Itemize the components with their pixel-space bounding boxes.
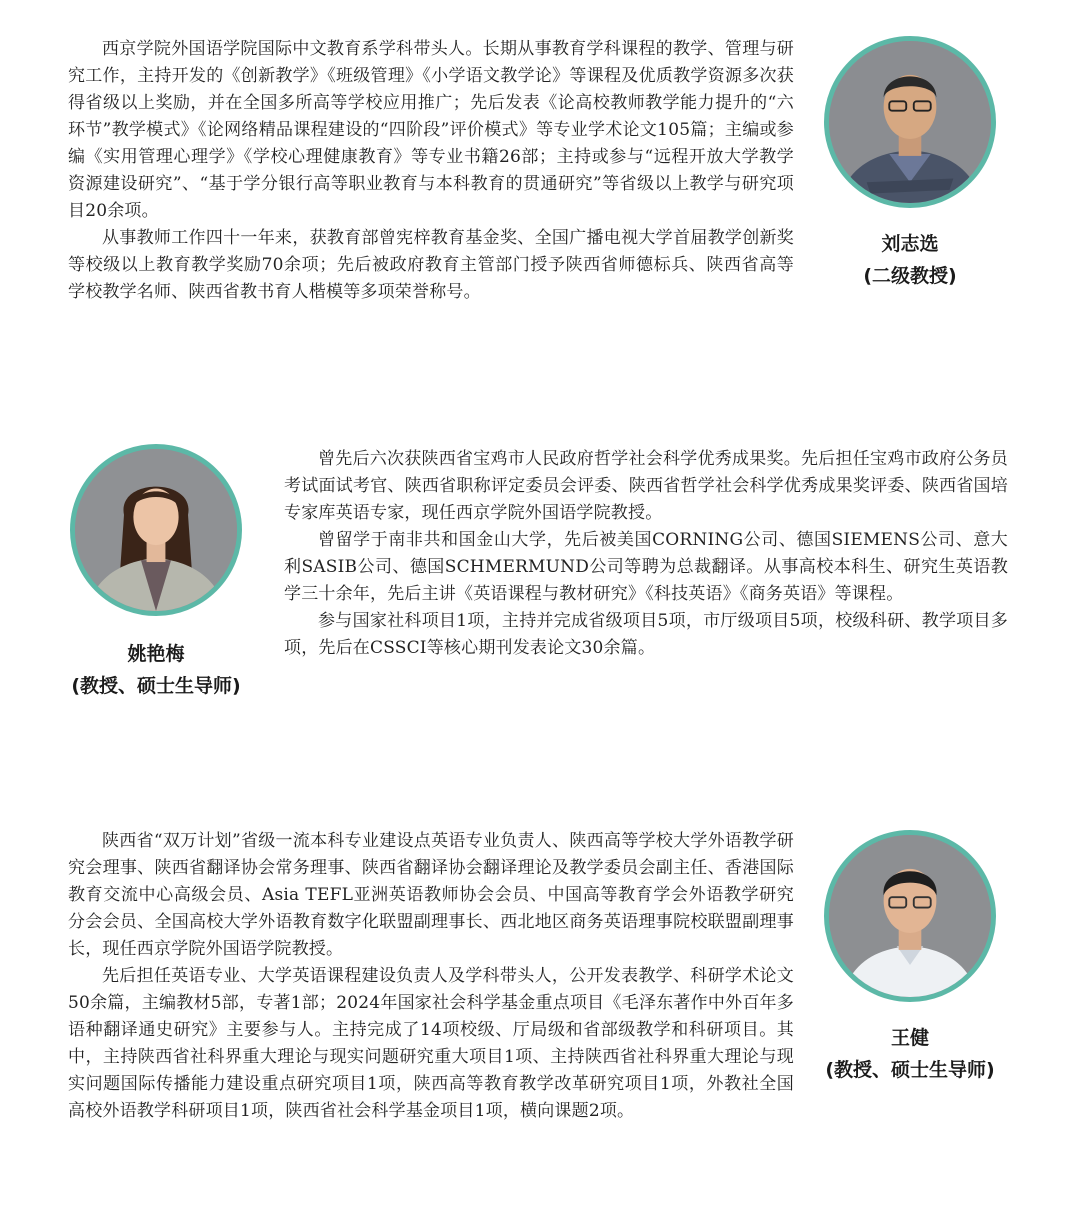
- bio-paragraph: 曾留学于南非共和国金山大学，先后被美国CORNING公司、德国SIEMENS公司、意大利SASIB公司、德国SCHMERMUND公司等聘为总裁翻译。从事高校本科生、研究生英语教学三十余年，先后主讲《英语课程与教材研究》《科技英语》《商务英语》等课程。: [284, 530, 1008, 604]
- bio-paragraph: 参与国家社科项目1项，主持并完成省级项目5项，市厅级项目5项，校级科研、教学项目多项，先后在CSSCI等核心期刊发表论文30余篇。: [284, 611, 1008, 658]
- bio-paragraph: 陕西省“双万计划”省级一流本科专业建设点英语专业负责人、陕西高等学校大学外语教学研究会理事、陕西省翻译协会常务理事、陕西省翻译协会翻译理论及教学委员会副主任、香港国际教育交流中心高级会员、Asia TEFL亚洲英语教师协会会员、中国高等教育学会外语教学研究分会会员、全国高校大学外语教育数字化联盟副理事长、西北地区商务英语理事院校联盟副理事长，现任西京学院外国语学院教授。: [68, 831, 794, 959]
- avatar: [824, 830, 996, 1002]
- bio-text: [284, 446, 1008, 662]
- bio-paragraph: 西京学院外国语学院国际中文教育系学科带头人。长期从事教育学科课程的教学、管理与研究工作，主持开发的《创新教学》《班级管理》《小学语文教学论》等课程及优质教学资源多次获得省级以上奖励，并在全国多所高等学校应用推广；先后发表《论高校教师教学能力提升的“六环节”教学模式》《论网络精品课程建设的“四阶段”评价模式》等专业学术论文105篇；主编或参编《实用管理心理学》《学校心理健康教育》等专业书籍26部；主持或参与“远程开放大学教学资源建设研究”、“基于学分银行高等职业教育与本科教育的贯通研究”等省级以上教学与研究项目20余项。: [68, 39, 794, 221]
- avatar: [824, 36, 996, 208]
- person-title: (二级教授): [863, 265, 957, 287]
- bio-paragraph: 曾先后六次获陕西省宝鸡市人民政府哲学社会科学优秀成果奖。先后担任宝鸡市政府公务员考试面试考官、陕西省职称评定委员会评委、陕西省哲学社会科学优秀成果奖评委、陕西省国培专家库英语专家，现任西京学院外国语学院教授。: [284, 449, 1008, 523]
- person-title: (教授、硕士生导师): [71, 675, 241, 697]
- bio-paragraph: 先后担任英语专业、大学英语课程建设负责人及学科带头人，公开发表教学、科研学术论文50余篇，主编教材5部，专著1部；2024年国家社会科学基金重点项目《毛泽东著作中外百年多语种翻译通史研究》主要参与人。主持完成了14项校级、厅局级和省部级教学和科研项目。其中，主持陕西省社科界重大理论与现实问题研究重大项目1项、主持陕西省社科界重大理论与现实问题国际传播能力建设重点研究项目1项，陕西高等教育教学改革研究项目1项，外教社全国高校外语教学科研项目1项，陕西省社会科学基金项目1项，横向课题2项。: [68, 966, 794, 1121]
- person-name: 刘志选: [881, 233, 939, 255]
- bio-text: [68, 36, 794, 306]
- bio-paragraph: 从事教师工作四十一年来，获教育部曾宪梓教育基金奖、全国广播电视大学首届教学创新奖等校级以上教育教学奖励70余项；先后被政府教育主管部门授予陕西省师德标兵、陕西省高等学校教学名师、陕西省教书育人楷模等多项荣誉称号。: [68, 228, 794, 302]
- person-name: 姚艳梅: [127, 643, 185, 665]
- profile-caption: [56, 638, 256, 702]
- portrait-man-shirt: [829, 835, 991, 997]
- person-name: 王健: [890, 1027, 929, 1049]
- avatar: [70, 444, 242, 616]
- profile-caption: [810, 228, 1010, 292]
- bio-text: [68, 828, 794, 1125]
- profile-caption: [810, 1022, 1010, 1086]
- person-title: (教授、硕士生导师): [825, 1059, 995, 1081]
- portrait-woman: [75, 449, 237, 611]
- portrait-man-glasses: [829, 41, 991, 203]
